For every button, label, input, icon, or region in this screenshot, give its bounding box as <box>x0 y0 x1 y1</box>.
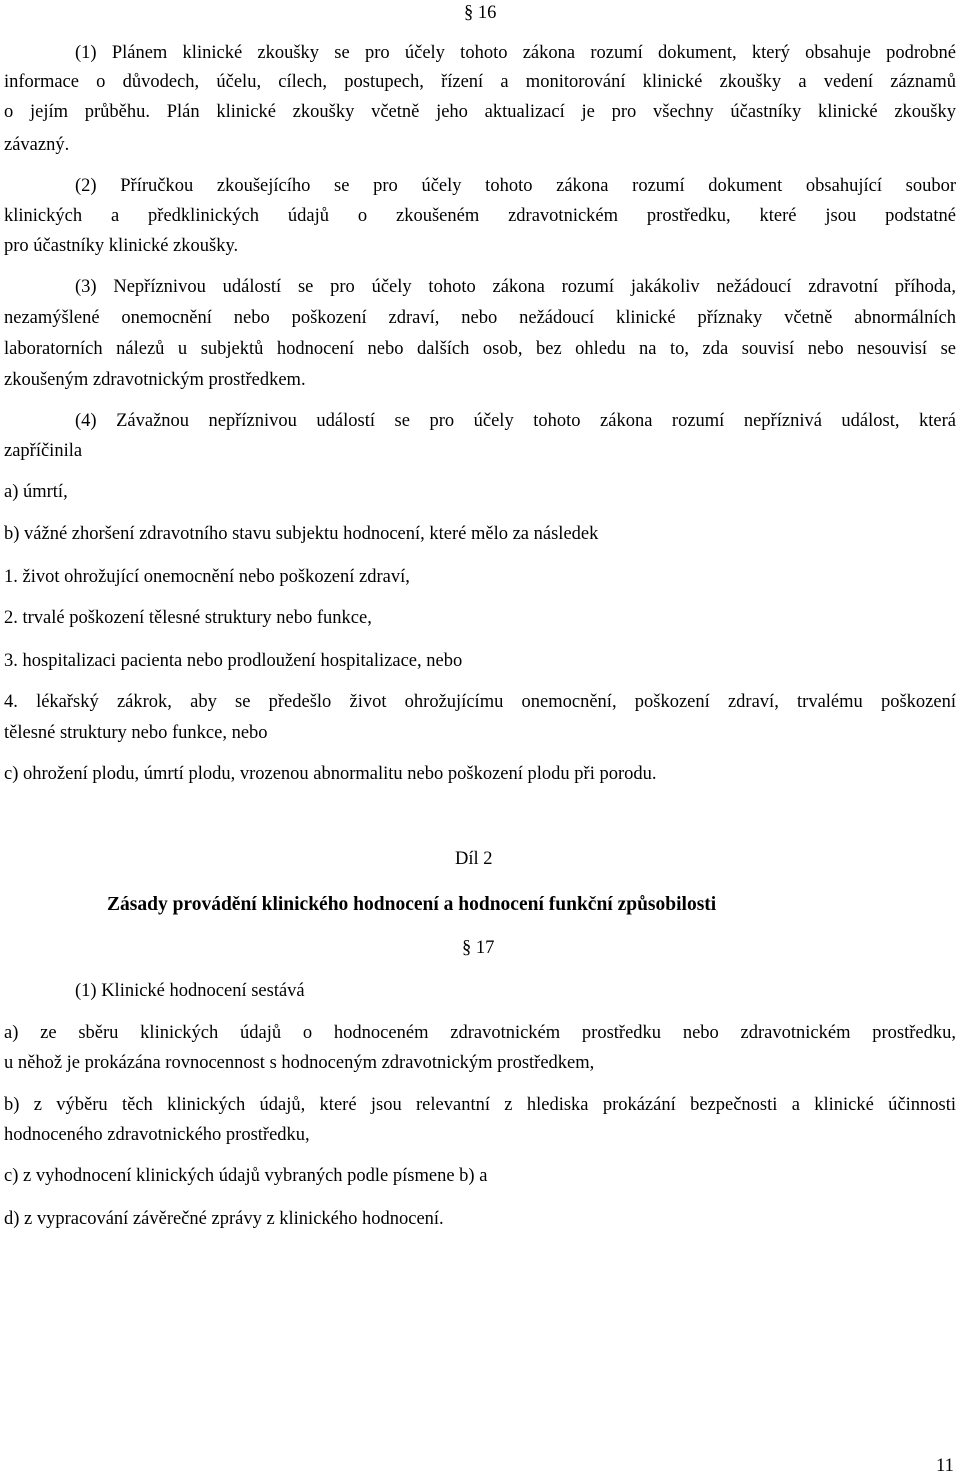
paragraph-4-line-1: (4) Závažnou nepříznivou událostí se pro účely tohoto zákona rozumí nepříznivá událost, která <box>75 411 956 431</box>
list-item-a: a) úmrtí, <box>4 482 68 502</box>
part-label: Díl 2 <box>455 849 493 869</box>
list-item-b1: 1. život ohrožující onemocnění nebo poškození zdraví, <box>4 567 410 587</box>
paragraph-2-line-1: (2) Příručkou zkoušejícího se pro účely tohoto zákona rozumí dokument obsahující soubor <box>75 176 956 196</box>
paragraph-1-line-1: (1) Plánem klinické zkoušky se pro účely tohoto zákona rozumí dokument, který obsahuje podrobné <box>75 43 956 63</box>
list-item-b3: 3. hospitalizaci pacienta nebo prodloužení hospitalizace, nebo <box>4 651 463 671</box>
paragraph-4-line-2: zapříčinila <box>4 441 83 461</box>
section-17-intro: (1) Klinické hodnocení sestává <box>75 981 305 1001</box>
list-item-c: c) ohrožení plodu, úmrtí plodu, vrozenou abnormalitu nebo poškození plodu při porodu. <box>4 764 657 784</box>
paragraph-3-line-3: laboratorních nálezů u subjektů hodnocení nebo dalších osob, bez ohledu na to, zda souvisí nebo nesouvisí se <box>4 339 956 359</box>
paragraph-1-line-3: o jejím průběhu. Plán klinické zkoušky včetně jeho aktualizací je pro všechny účastníky klinické zkoušky <box>4 102 956 122</box>
list-item-b2: 2. trvalé poškození tělesné struktury nebo funkce, <box>4 608 372 628</box>
s17-item-b-line-1: b) z výběru těch klinických údajů, které jsou relevantní z hlediska prokázání bezpečnosti a klinické účinnosti <box>4 1095 956 1115</box>
list-item-b4-line-2: tělesné struktury nebo funkce, nebo <box>4 723 268 743</box>
s17-item-b-line-2: hodnoceného zdravotnického prostředku, <box>4 1125 310 1145</box>
paragraph-1-line-2: informace o důvodech, účelu, cílech, postupech, řízení a monitorování klinické zkoušky a vedení záznamů <box>4 72 956 92</box>
paragraph-3-line-2: nezamýšlené onemocnění nebo poškození zdraví, nebo nežádoucí klinické příznaky včetně abnormálních <box>4 308 956 328</box>
paragraph-2-line-2: klinických a předklinických údajů o zkoušeném zdravotnickém prostředku, které jsou podstatné <box>4 206 956 226</box>
list-item-b: b) vážné zhoršení zdravotního stavu subjektu hodnocení, které mělo za následek <box>4 524 599 544</box>
page-number: 11 <box>936 1456 954 1476</box>
paragraph-3-line-4: zkoušeným zdravotnickým prostředkem. <box>4 370 306 390</box>
paragraph-2-line-3: pro účastníky klinické zkoušky. <box>4 236 239 256</box>
paragraph-3-line-1: (3) Nepříznivou událostí se pro účely tohoto zákona rozumí jakákoliv nežádoucí zdravotní příhoda, <box>75 277 956 297</box>
section-17-heading: § 17 <box>462 938 495 958</box>
s17-item-a-line-1: a) ze sběru klinických údajů o hodnoceném zdravotnickém prostředku nebo zdravotnickém prostředku, <box>4 1023 956 1043</box>
s17-item-d: d) z vypracování závěrečné zprávy z klinického hodnocení. <box>4 1209 444 1229</box>
part-title: Zásady provádění klinického hodnocení a hodnocení funkční způsobilosti <box>107 894 717 915</box>
list-item-b4-line-1: 4. lékařský zákrok, aby se předešlo život ohrožujícímu onemocnění, poškození zdraví, trvalému poškození <box>4 692 956 712</box>
section-16-heading: § 16 <box>464 3 497 23</box>
paragraph-1-line-4: závazný. <box>4 135 70 155</box>
s17-item-c: c) z vyhodnocení klinických údajů vybraných podle písmene b) a <box>4 1166 488 1186</box>
s17-item-a-line-2: u něhož je prokázána rovnocennost s hodnoceným zdravotnickým prostředkem, <box>4 1053 595 1073</box>
